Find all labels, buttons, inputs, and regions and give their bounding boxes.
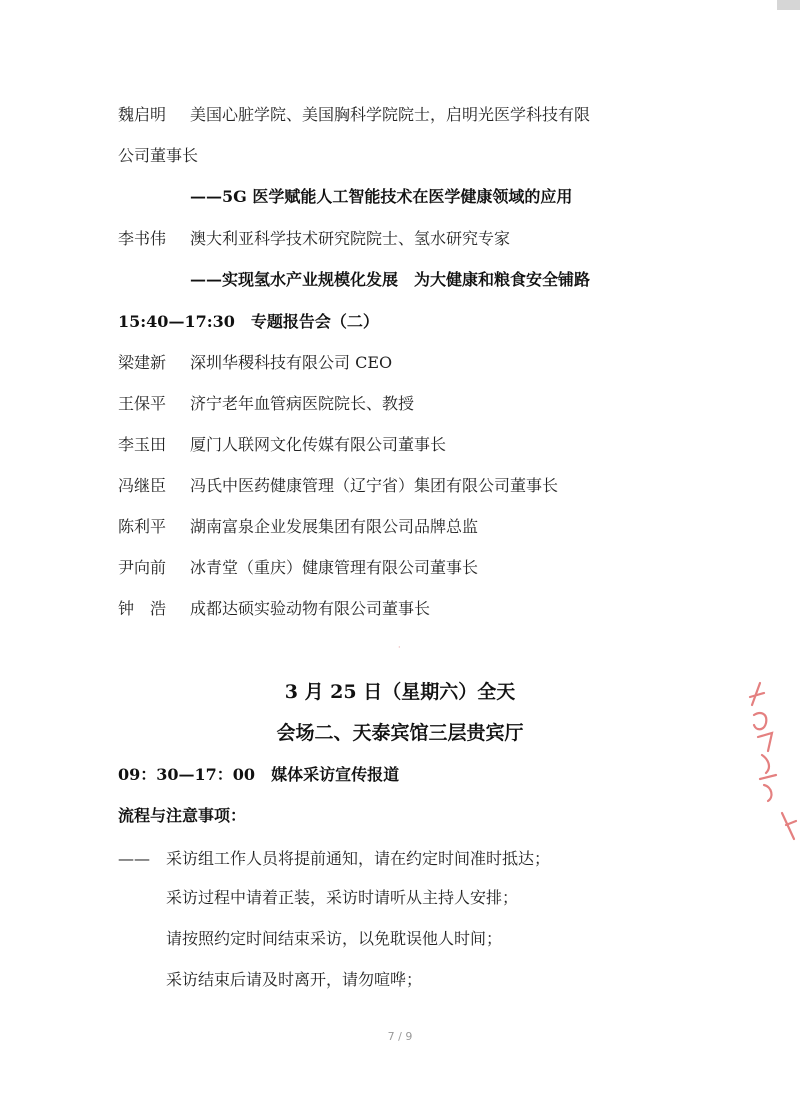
speaker-desc: 成都达硕实验动物有限公司董事长 — [190, 599, 431, 618]
speaker-row — [118, 558, 478, 578]
speaker-desc: 湖南富泉企业发展集团有限公司品牌总监 — [190, 517, 479, 536]
session-heading — [118, 312, 379, 332]
speaker-name: 李玉田 — [118, 435, 167, 454]
notes-heading — [118, 806, 246, 826]
report-topic — [190, 187, 572, 207]
speaker-row — [118, 599, 430, 619]
speaker-row — [118, 476, 558, 496]
speaker-desc: 冯氏中医药健康管理（辽宁省）集团有限公司董事长 — [190, 476, 559, 495]
speaker-name: 尹向前 — [118, 558, 167, 577]
speaker-row — [118, 353, 392, 373]
venue-title-text: 会场二、天泰宾馆三层贵宾厅 — [276, 722, 524, 744]
note-text: —— 采访组工作人员将提前通知，请在约定时间准时抵达； — [118, 849, 551, 868]
topic-text: ——5G 医学赋能人工智能技术在医学健康领域的应用 — [190, 187, 573, 206]
speaker-desc: 澳大利亚科学技术研究院院士、氢水研究专家 — [190, 229, 511, 248]
media-heading-text: 09：30—17：00 媒体采访宣传报道 — [118, 765, 400, 784]
speaker-name: 梁建新 — [118, 353, 167, 372]
scan-corner-mark — [777, 0, 800, 10]
continuation-text: 公司董事长 — [118, 146, 199, 165]
speaker-name: 魏启明 — [118, 105, 167, 124]
speaker-desc: 厦门人联网文化传媒有限公司董事长 — [190, 435, 447, 454]
notes-heading-text: 流程与注意事项： — [118, 806, 247, 825]
speaker-name: 王保平 — [118, 394, 167, 413]
venue-title — [0, 721, 800, 745]
media-heading — [118, 765, 399, 785]
speaker-name: 钟 浩 — [118, 599, 167, 618]
speaker-desc: 冰青堂（重庆）健康管理有限公司董事长 — [190, 558, 479, 577]
day-title-text: 3 月 25 日（星期六）全天 — [284, 681, 516, 703]
speaker-row — [118, 229, 510, 249]
page-number: 7 / 9 — [387, 1030, 413, 1043]
note-text: 请按照约定时间结束采访，以免耽误他人时间； — [166, 929, 503, 948]
note-item — [166, 929, 502, 949]
speaker-row — [118, 105, 590, 125]
speaker-name: 陈利平 — [118, 517, 167, 536]
note-item — [118, 849, 550, 869]
speaker-row — [118, 394, 414, 414]
topic-text: ——实现氢水产业规模化发展 为大健康和粮食安全铺路 — [190, 270, 591, 289]
report-topic — [190, 270, 590, 290]
day-title — [0, 680, 800, 704]
speaker-name: 冯继臣 — [118, 476, 167, 495]
speaker-desc: 美国心脏学院、美国胸科学院院士，启明光医学科技有限 — [190, 105, 591, 124]
session-heading-text: 15:40—17:30 专题报告会（二） — [118, 312, 379, 331]
note-item — [166, 888, 518, 908]
speaker-desc: 深圳华稷科技有限公司 CEO — [190, 353, 393, 372]
speaker-desc: 济宁老年血管病医院院长、教授 — [190, 394, 415, 413]
speaker-row — [118, 435, 446, 455]
speaker-name: 李书伟 — [118, 229, 167, 248]
scan-speck: · — [398, 643, 401, 652]
speaker-row — [118, 517, 478, 537]
red-seal-stamp — [738, 675, 798, 845]
note-text: 采访结束后请及时离开，请勿喧哗； — [166, 970, 423, 989]
speaker-desc-continuation — [118, 146, 198, 166]
note-item — [166, 970, 422, 990]
note-text: 采访过程中请着正装，采访时请听从主持人安排； — [166, 888, 519, 907]
